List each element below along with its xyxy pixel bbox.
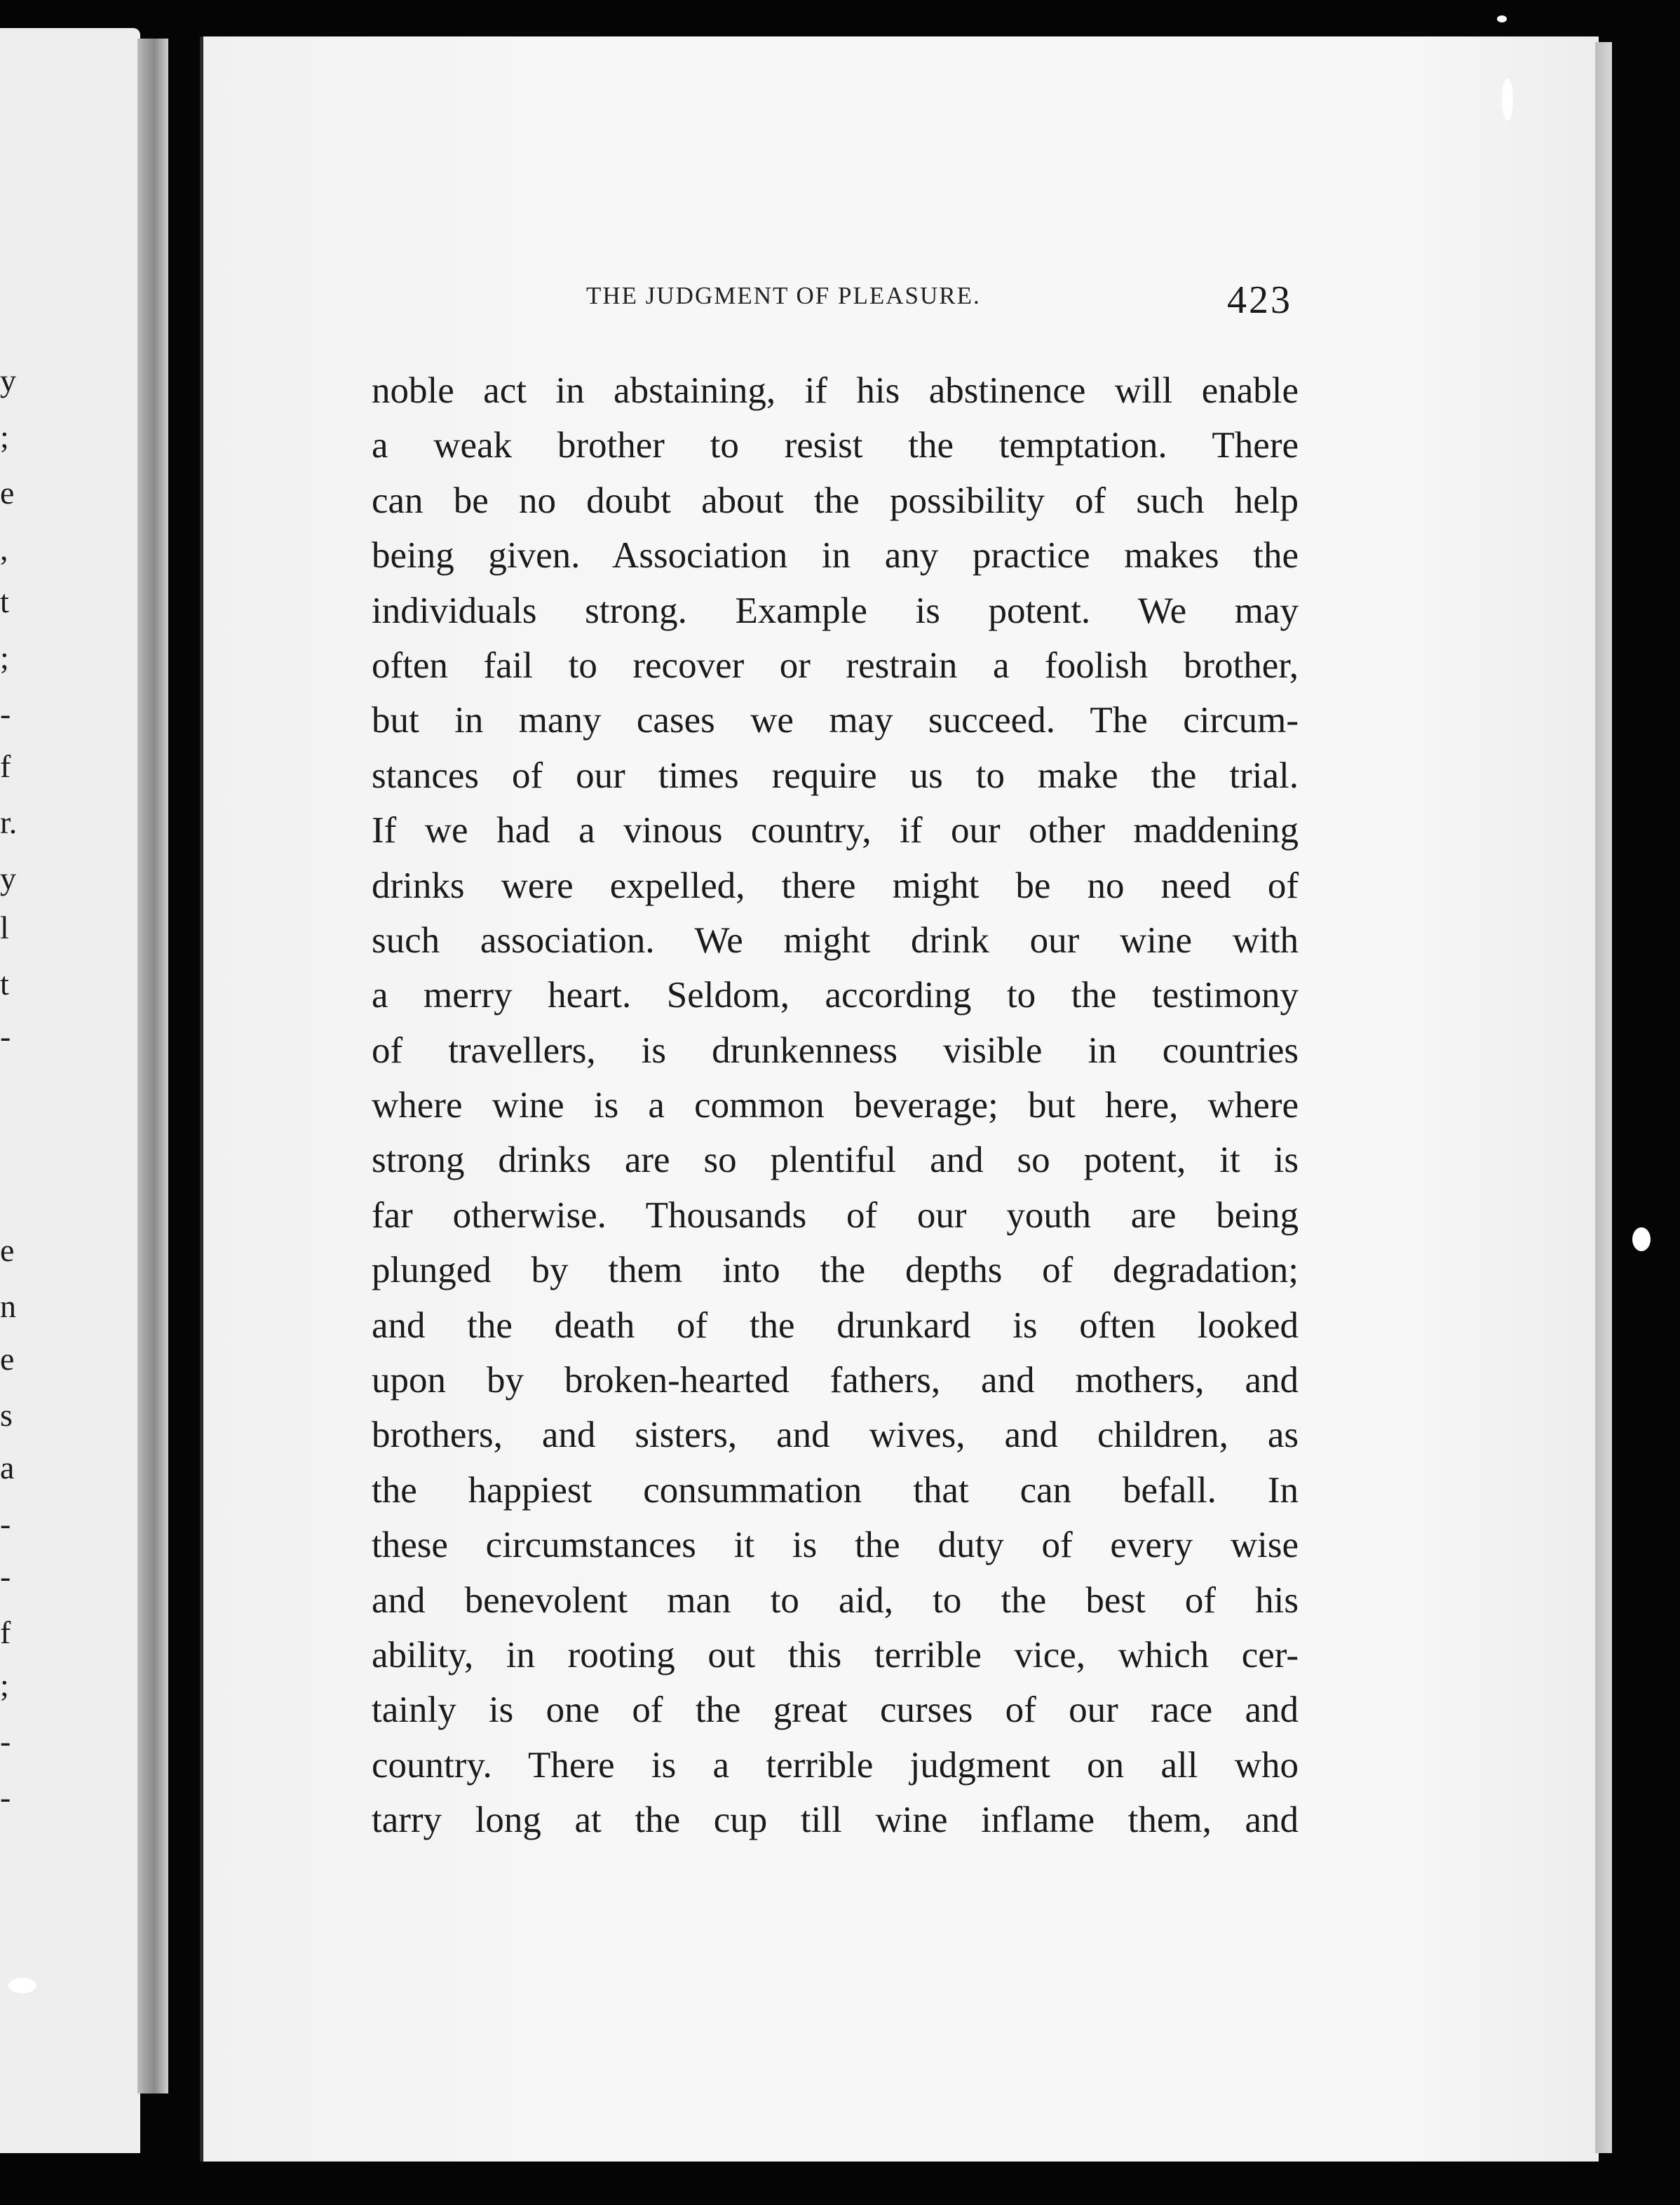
text-line (372, 913, 1299, 968)
text-line (372, 528, 1299, 583)
text-line (372, 858, 1299, 913)
text-line-content: such association. We might drink our wine with (372, 919, 1299, 961)
left-page-fragment: a (0, 1450, 15, 1485)
text-line-content: where wine is a common beverage; but here, where (372, 1085, 1299, 1126)
text-line-content: a weak brother to resist the temptation. There (372, 425, 1299, 466)
text-line-content: individuals strong. Example is potent. We may (372, 590, 1299, 631)
scan-speck (8, 1978, 36, 1993)
left-page-fragment: - (0, 1018, 11, 1054)
left-page-fragment: - (0, 1723, 11, 1759)
left-page-fragment: ; (0, 1667, 9, 1703)
text-line-content: plunged by them into the depths of degradation; (372, 1250, 1299, 1291)
page-edge (1595, 42, 1612, 2153)
text-line-content: strong drinks are so plentiful and so potent, it is (372, 1140, 1299, 1181)
text-line (372, 1793, 1299, 1847)
left-page-fragment: - (0, 696, 11, 731)
left-page-fragment: s (0, 1397, 13, 1433)
left-page-fragment: n (0, 1288, 16, 1324)
scan-speck (1502, 79, 1513, 121)
text-line (372, 968, 1299, 1023)
text-line-content: the happiest consummation that can befall. In (372, 1469, 1299, 1511)
text-line (372, 1298, 1299, 1353)
text-line (372, 1023, 1299, 1078)
text-line-content: but in many cases we may succeed. The circum- (372, 700, 1299, 741)
left-page-fragment: l (0, 910, 9, 945)
left-page-fragment: - (0, 1506, 11, 1542)
text-line-content: far otherwise. Thousands of our youth are being (372, 1194, 1299, 1236)
text-line (372, 418, 1299, 473)
text-line-content: often fail to recover or restrain a foolish brother, (372, 645, 1299, 686)
text-line (372, 1353, 1299, 1408)
text-line-content: tainly is one of the great curses of our race and (372, 1690, 1299, 1731)
text-line (372, 638, 1299, 693)
text-line-content: tarry long at the cup till wine inflame them, and (372, 1800, 1299, 1841)
text-line-content: ability, in rooting out this terrible vice, which cer- (372, 1634, 1299, 1675)
left-page-fragment: e (0, 1341, 15, 1377)
left-page-fragment: f (0, 1614, 11, 1650)
text-line (372, 803, 1299, 858)
left-page-fragment: , (0, 531, 8, 567)
body-text (372, 363, 1299, 1848)
text-line-content: can be no doubt about the possibility of such help (372, 480, 1299, 521)
text-line (372, 363, 1299, 418)
text-line (372, 1243, 1299, 1297)
text-line-content: drinks were expelled, there might be no need of (372, 865, 1299, 906)
text-line-content: these circumstances it is the duty of every wise (372, 1525, 1299, 1566)
text-line-content: country. There is a terrible judgment on all who (372, 1744, 1299, 1786)
left-page-fragment: - (0, 1558, 11, 1594)
text-line-content: and the death of the drunkard is often looked (372, 1304, 1299, 1346)
text-line-content: of travellers, is drunkenness visible in countries (372, 1030, 1299, 1071)
text-line (372, 473, 1299, 528)
left-page-fragment: e (0, 1232, 15, 1268)
text-line-content: being given. Association in any practice makes the (372, 535, 1299, 576)
text-line (372, 748, 1299, 803)
text-line (372, 1188, 1299, 1243)
text-line (372, 1683, 1299, 1737)
text-line-content: a merry heart. Seldom, according to the testimony (372, 975, 1299, 1016)
left-page-fragment: ; (0, 640, 9, 675)
text-line-content: stances of our times require us to make the trial. (372, 755, 1299, 796)
left-page-fragment: e (0, 475, 15, 511)
page-number: 423 (1227, 278, 1292, 322)
scan-speck (1497, 15, 1507, 22)
left-page-fragment: ; (0, 419, 9, 454)
text-line-content: noble act in abstaining, if his abstinence will enable (372, 370, 1299, 411)
running-head: THE JUDGMENT OF PLEASURE. (586, 282, 981, 309)
scan-speck (1632, 1227, 1651, 1251)
text-line-content: brothers, and sisters, and wives, and children, as (372, 1415, 1299, 1456)
left-page-fragment: t (0, 966, 9, 1002)
left-facing-page (0, 28, 140, 2153)
text-line (372, 1573, 1299, 1628)
left-page-fragment: r. (0, 804, 18, 840)
book-gutter (137, 39, 168, 2093)
text-line (372, 1738, 1299, 1793)
left-page-fragment: f (0, 748, 11, 784)
text-line (372, 1518, 1299, 1572)
text-line (372, 584, 1299, 638)
left-page-fragment: y (0, 363, 16, 398)
left-page-fragment: t (0, 584, 9, 619)
text-line-content: upon by broken-hearted fathers, and mothers, and (372, 1360, 1299, 1401)
text-line (372, 1133, 1299, 1187)
text-line-content: If we had a vinous country, if our other maddening (372, 810, 1299, 851)
text-line (372, 693, 1299, 748)
text-line (372, 1408, 1299, 1462)
left-page-text-fragments (0, 28, 21, 2153)
left-page-fragment: - (0, 1779, 11, 1815)
text-line-content: and benevolent man to aid, to the best of his (372, 1579, 1299, 1621)
text-line (372, 1078, 1299, 1133)
text-line (372, 1463, 1299, 1518)
text-line (372, 1628, 1299, 1683)
left-page-fragment: y (0, 861, 16, 896)
